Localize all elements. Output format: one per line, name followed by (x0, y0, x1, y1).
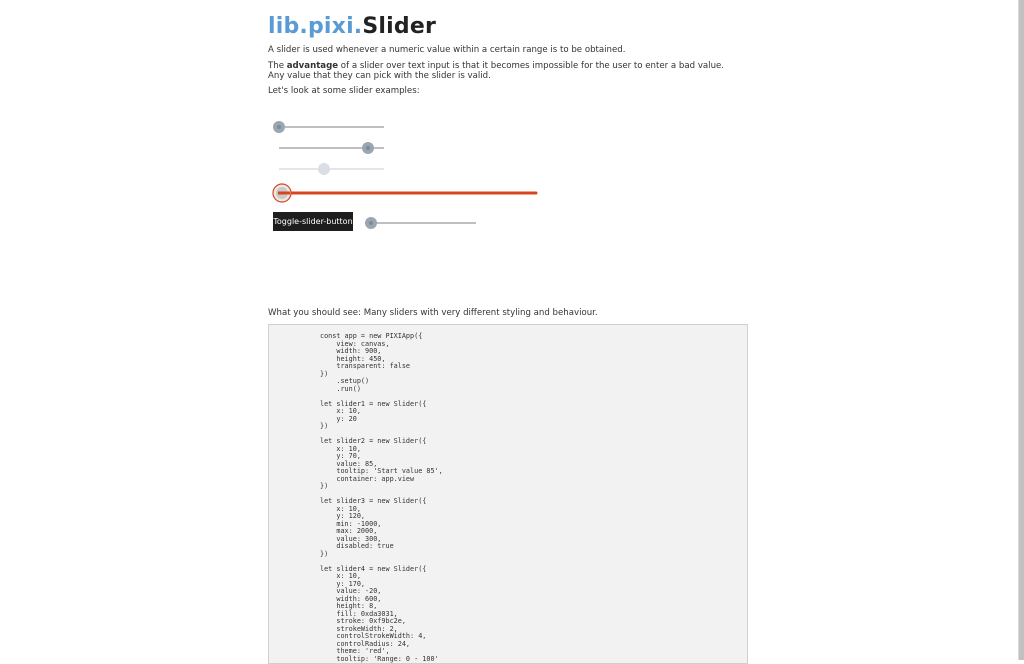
title-name: Slider (362, 14, 437, 39)
code-line: }) (320, 422, 329, 430)
code-line: y: 170, (320, 579, 366, 588)
code-line: view: canvas, (320, 339, 390, 348)
title-prefix: lib.pixi. (268, 14, 363, 39)
adv-bold: advantage (286, 61, 339, 71)
adv-pre: The (268, 61, 287, 71)
code-line: container: app.view (320, 474, 415, 483)
code-line: width: 600, (320, 594, 382, 603)
code-line: height: 8, (320, 602, 378, 610)
code-line: min: -1000, (320, 519, 382, 528)
code-line: let slider4 = new Slider({ (320, 564, 427, 573)
code-line: strokeWidth: 2, (320, 624, 398, 633)
slider2-knob-dot (366, 146, 370, 150)
slider5[interactable] (365, 217, 476, 229)
slider1-knob-dot (277, 125, 281, 129)
slider2[interactable] (279, 142, 384, 154)
slider3 (279, 163, 384, 175)
code-line: controlRadius: 24, (320, 639, 411, 648)
intro-paragraph: A slider is used whenever a numeric value within a certain range is to be obtained. (268, 45, 626, 55)
slider3-knob (318, 163, 330, 175)
code-line: let slider1 = new Slider({ (320, 399, 427, 408)
code-line: x: 10, (320, 444, 361, 453)
code-line: stroke: 0xf9bc2e, (320, 617, 406, 625)
code-line: y: 20 (320, 414, 357, 423)
code-line: value: 300, (320, 534, 382, 543)
code-line: disabled: true (320, 542, 394, 550)
code-line: transparent: false (320, 362, 411, 370)
page-title (268, 14, 436, 39)
code-line: value: 85, (320, 459, 378, 468)
code-line: }) (320, 549, 329, 558)
scrollbar-thumb[interactable] (1019, 0, 1024, 660)
code-line: width: 900, (320, 347, 382, 355)
look-paragraph: Let's look at some slider examples: (268, 86, 420, 96)
toggle-slider-button[interactable]: Toggle-slider-button (273, 212, 353, 231)
code-line: value: -20, (320, 587, 382, 595)
code-line: y: 70, (320, 452, 361, 460)
code-line: x: 10, (320, 407, 361, 415)
code-line: const app = new PIXIApp({ (320, 332, 423, 340)
slider1[interactable] (273, 121, 384, 133)
code-line: theme: 'red', (320, 647, 390, 655)
slider4[interactable] (273, 184, 536, 202)
code-line: tooltip: 'Start value 85', (320, 467, 443, 475)
code-line: let slider2 = new Slider({ (320, 437, 427, 445)
code-line: y: 120, (320, 512, 366, 520)
adv-post: of a slider over text input is that it becomes impossible for the user to enter a bad value. Any value that they can pick with the slider is valid. (268, 61, 725, 81)
code-line: tooltip: 'Range: 0 - 100' (320, 654, 439, 663)
code-line: height: 450, (320, 354, 386, 363)
code-line: x: 10, (320, 572, 361, 580)
code-block (268, 324, 748, 664)
code-line: controlStrokeWidth: 4, (320, 632, 427, 640)
code-text (320, 333, 443, 663)
advantage-paragraph (268, 62, 738, 81)
slider5-knob-dot (369, 221, 373, 225)
code-line: x: 10, (320, 504, 361, 513)
see-paragraph: What you should see: Many sliders with very different styling and behaviour. (268, 308, 598, 318)
code-line: .setup() (320, 377, 370, 385)
code-line: fill: 0xda3031, (320, 609, 398, 618)
code-line: let slider3 = new Slider({ (320, 497, 427, 505)
code-line: .run() (320, 384, 361, 393)
code-line: }) (320, 482, 329, 490)
code-line: }) (320, 369, 329, 378)
code-line: max: 2000, (320, 527, 378, 535)
